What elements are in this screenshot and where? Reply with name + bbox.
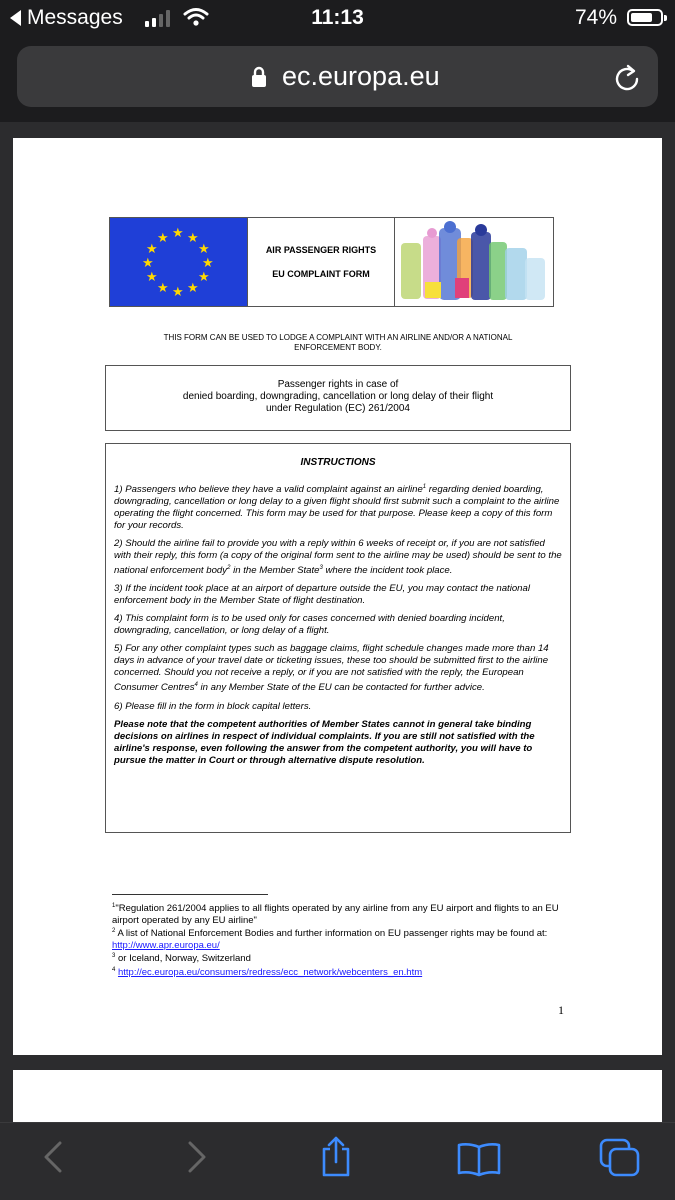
page-number: 1 — [558, 1003, 564, 1017]
instruction-5: 5) For any other complaint types such as baggage claims, flight schedule changes made more than 14 days in advance of your travel date or ticketing issues, these too should be submitted first to the airline concerned. Should you not receive a reply, or if you are not satisfied with the reply, the European Consumer Centres$^4$ in any Member State of the EU can be contacted for further advice. — [114, 643, 549, 694]
form-title-line1: AIR PASSENGER RIGHTS — [265, 245, 377, 255]
pdf-page-next — [13, 1070, 662, 1122]
instruction-4: 4) This complaint form is to be used only for cases concerned with denied boarding incident, downgrading, cancellation, or long delay of a flight. — [114, 613, 505, 637]
footnote-4: $^4$ http://ec.europa.eu/consumers/redress/ecc_network/webcenters_en.htm — [112, 966, 423, 979]
status-bar — [0, 0, 675, 40]
instructions-box — [105, 443, 571, 833]
footnotes — [112, 901, 562, 979]
intro-line2: ENFORCEMENT BODY. — [294, 343, 382, 352]
pdf-viewer[interactable] — [0, 122, 675, 1122]
legal-note: Please note that the competent authorities of Member States cannot in general take binding decisions on airlines in respect of individual complaints. If you are still not satisfied with the airline's response, even following the answer from the competent authority, you will have to pursue the matter in Court or through alternative dispute resolution. — [114, 718, 535, 766]
pdf-page — [13, 138, 662, 1055]
apr-link[interactable]: http://www.apr.europa.eu/ — [112, 939, 220, 951]
form-title — [248, 218, 395, 306]
browser-toolbar — [0, 1122, 675, 1200]
bookmarks-icon[interactable] — [456, 1141, 502, 1177]
address-bar[interactable] — [17, 46, 658, 107]
rights-line2: denied boarding, downgrading, cancellation or long delay of their flight — [182, 391, 494, 402]
reload-icon[interactable] — [613, 62, 641, 92]
instruction-6: 6) Please fill in the form in block capital letters. — [114, 700, 312, 712]
ecc-link[interactable]: http://ec.europa.eu/consumers/redress/ecc_network/webcenters_en.htm — [117, 967, 423, 979]
battery-percentage: 74% — [574, 6, 617, 29]
battery-level — [631, 13, 652, 22]
forward-icon[interactable] — [184, 1137, 210, 1177]
footnote-1: $^1$"Regulation 261/2004 applies to all flights operated by any airline from any EU airport and flights to an EU airport operated by any EU airline" — [112, 903, 559, 926]
travellers-illustration — [395, 218, 553, 306]
share-icon[interactable] — [318, 1135, 354, 1179]
battery-icon — [627, 9, 663, 26]
back-app-label: Messages — [27, 6, 123, 29]
instructions-heading: INSTRUCTIONS — [300, 457, 376, 468]
tabs-icon[interactable] — [598, 1137, 642, 1179]
url-domain: ec.europa.eu — [282, 61, 440, 91]
form-title-line2: EU COMPLAINT FORM — [272, 269, 370, 279]
form-header — [109, 217, 554, 307]
instruction-1: 1) Passengers who believe they have a valid complaint against an airline$^1$ regarding denied boarding, downgrading, cancellation or long delay to a given flight should first submit such a complaint to the airline operating the flight concerned. This form may be used for that purpose. Please keep a copy of this form for your records. — [114, 484, 560, 532]
eu-flag-logo: ★ ★ ★ ★ ★ ★ ★ ★ ★ ★ ★ ★ — [110, 218, 248, 306]
intro-text — [123, 333, 553, 353]
instruction-2: 2) Should the airline fail to provide you with a reply within 6 weeks of receipt or, if you are not satisfied with their reply, this form (a copy of the original form sent to the airline may be used) should be sent to the national enforcement body$^2$ in the Member State$^3$ where the incident took place. — [114, 538, 562, 577]
footnote-3: $^3$ or Iceland, Norway, Switzerland — [112, 953, 251, 965]
instruction-3: 3) If the incident took place at an airport of departure outside the EU, you may contact the national enforcement body in the Member State of flight destination. — [114, 583, 530, 607]
footnote-2: $^2$ A list of National Enforcement Bodies and further information on EU passenger rights may be found at: http://www.apr.europa.eu/ — [112, 928, 548, 951]
footnote-divider — [112, 894, 268, 895]
back-icon[interactable] — [40, 1137, 66, 1177]
rights-line3: under Regulation (EC) 261/2004 — [266, 403, 410, 414]
rights-line1: Passenger rights in case of — [277, 379, 399, 390]
regulation-box — [105, 365, 571, 431]
lock-icon — [251, 66, 267, 88]
clock: 11:13 — [311, 6, 364, 29]
intro-line1: THIS FORM CAN BE USED TO LODGE A COMPLAINT WITH AN AIRLINE AND/OR A NATIONAL — [163, 333, 513, 342]
